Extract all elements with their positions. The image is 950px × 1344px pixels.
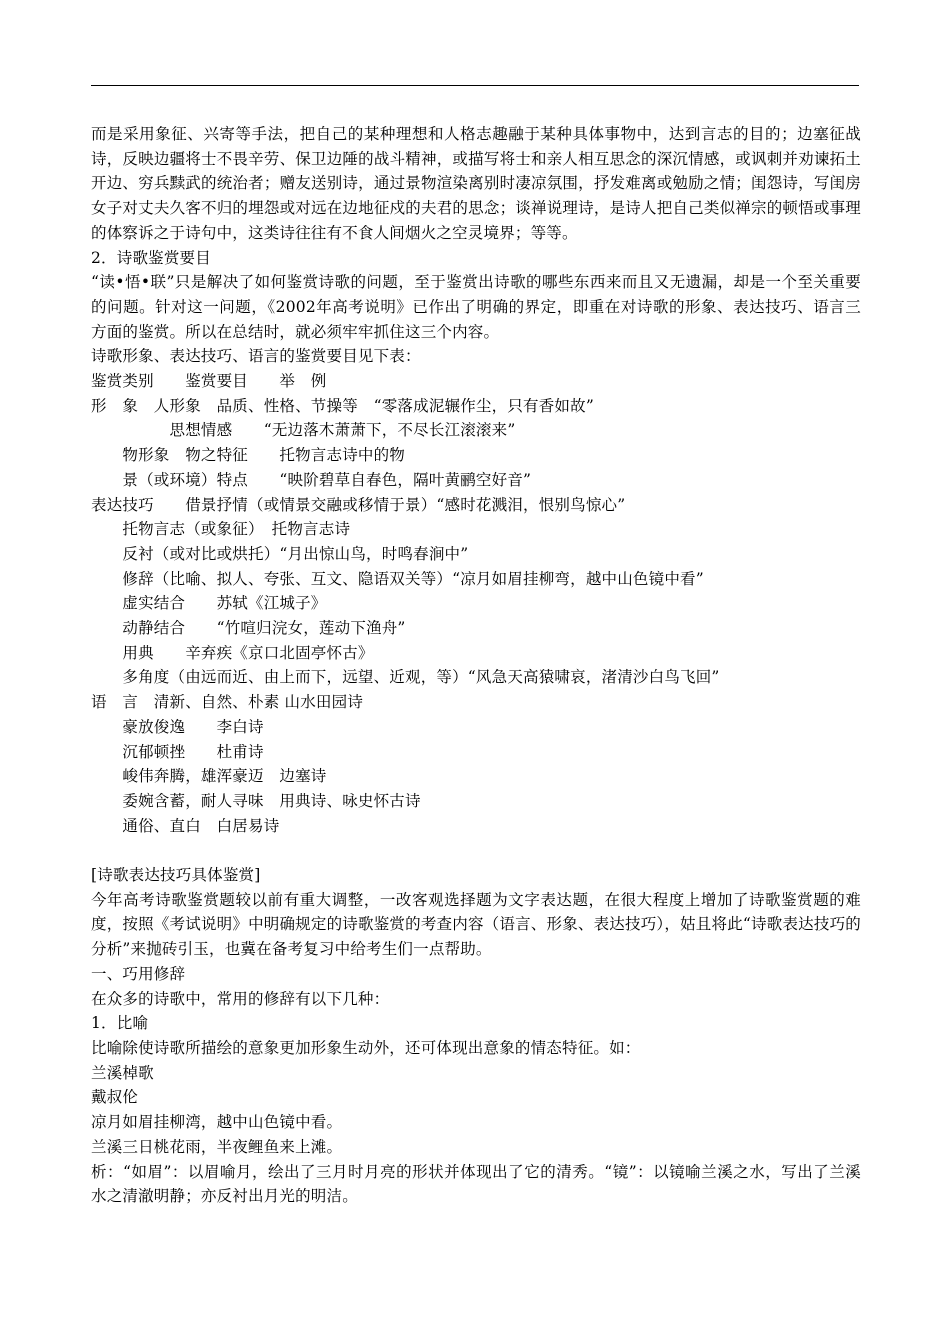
table-line: 沉郁顿挫 杜甫诗 — [91, 742, 264, 761]
intro-paragraph: 而是采用象征、兴寄等手法，把自己的某种理想和人格志趣融于某种具体事物中，达到言志的目的；边塞征战诗，反映边疆将士不畏辛劳、保卫边陲的战斗精神，或描写将士和亲人相互思念的深沉情感，或讽刺并劝谏拓土开边、穷兵黩武的统治者；赠友送别诗，通过景物渲染离别时凄凉氛围，抒发难离或勉励之情；闺怨诗，写闺房女子对丈夫久客不归的埋怨或对远在边地征戍的夫君的思念；谈禅说理诗，是诗人把自己类似禅宗的顿悟或事理的体察诉之于诗句中，这类诗往往有不食人间烟火之空灵境界；等等。 — [91, 125, 861, 242]
poem-line: 凉月如眉挂柳湾，越中山色镜中看。 — [91, 1113, 343, 1132]
section-heading-3: [诗歌表达技巧具体鉴赏] — [91, 866, 261, 885]
table-line: 语 言 清新、自然、朴素 山水田园诗 — [91, 693, 364, 712]
poem-author: 戴叔伦 — [91, 1088, 139, 1107]
poem-line: 兰溪三日桃花雨，半夜鲤鱼来上滩。 — [91, 1137, 343, 1156]
table-line: 多角度（由远而近、由上而下，远望、近观，等）“风急天高猿啸哀，渚清沙白鸟飞回” — [91, 668, 720, 687]
table-intro: 诗歌形象、表达技巧、语言的鉴赏要目见下表： — [91, 347, 421, 366]
table-line: 修辞（比喻、拟人、夸张、互文、隐语双关等）“凉月如眉挂柳弯，越中山色镜中看” — [91, 569, 704, 588]
poem-title: 兰溪棹歌 — [91, 1063, 154, 1082]
table-line: 虚实结合 苏轼《江城子》 — [91, 594, 327, 613]
table-line: 物形象 物之特征 托物言志诗中的物 — [91, 446, 406, 465]
analysis-paragraph: 析：“如眉”：以眉喻月，绘出了三月时月亮的形状并体现出了它的清秀。“镜”：以镜喻兰溪之水，写出了兰溪水之清澈明静；亦反衬出月光的明洁。 — [91, 1162, 861, 1206]
appreciation-table — [91, 369, 861, 838]
table-line: 表达技巧 借景抒情（或情景交融或移情于景）“感时花溅泪，恨别鸟惊心” — [91, 495, 626, 514]
table-line: 思想情感 “无边落木萧萧下，不尽长江滚滚来” — [91, 421, 516, 440]
section-heading-2: 2．诗歌鉴赏要目 — [91, 248, 211, 267]
subsection-heading: 一、巧用修辞 — [91, 964, 186, 983]
document-body — [91, 122, 861, 1209]
table-line: 鉴赏类别 鉴赏要目 举 例 — [91, 372, 327, 391]
table-line: 形 象 人形象 品质、性格、节操等 “零落成泥辗作尘，只有香如故” — [91, 396, 594, 415]
item-heading: 1．比喻 — [91, 1014, 149, 1033]
table-line: 动静结合 “竹喧归浣女，莲动下渔舟” — [91, 619, 406, 638]
section-3-paragraph: 今年高考诗歌鉴赏题较以前有重大调整，一改客观选择题为文字表达题，在很大程度上增加了诗歌鉴赏题的难度，按照《考试说明》中明确规定的诗歌鉴赏的考查内容（语言、形象、表达技巧），姑且将此“诗歌表达技巧的分析”来抛砖引玉，也冀在备考复习中给考生们一点帮助。 — [91, 890, 861, 959]
table-line: 豪放俊逸 李白诗 — [91, 717, 264, 736]
item-text: 比喻除使诗歌所描绘的意象更加形象生动外，还可体现出意象的情态特征。如： — [91, 1039, 641, 1057]
table-line: 峻伟奔腾，雄浑豪迈 边塞诗 — [91, 767, 327, 786]
blank-line — [91, 838, 861, 863]
table-line: 反衬（或对比或烘托）“月出惊山鸟，时鸣春涧中” — [91, 544, 469, 563]
header-rule — [91, 85, 859, 86]
table-line: 景（或环境）特点 “映阶碧草自春色，隔叶黄鹂空好音” — [91, 470, 532, 489]
table-line: 通俗、直白 白居易诗 — [91, 816, 280, 835]
table-line: 委婉含蓄，耐人寻味 用典诗、咏史怀古诗 — [91, 791, 421, 810]
subsection-intro: 在众多的诗歌中，常用的修辞有以下几种： — [91, 989, 390, 1008]
table-line: 托物言志（或象征） 托物言志诗 — [91, 520, 351, 539]
table-line: 用典 辛弃疾《京口北固亭怀古》 — [91, 643, 374, 662]
section-2-paragraph: “读•悟•联”只是解决了如何鉴赏诗歌的问题，至于鉴赏出诗歌的哪些东西来而且又无遗漏，却是一个至关重要的问题。针对这一问题，《2002年高考说明》已作出了明确的界定，即重在对诗歌的形象、表达技巧、语言三方面的鉴赏。所以在总结时，就必须牢牢抓住这三个内容。 — [91, 273, 861, 341]
